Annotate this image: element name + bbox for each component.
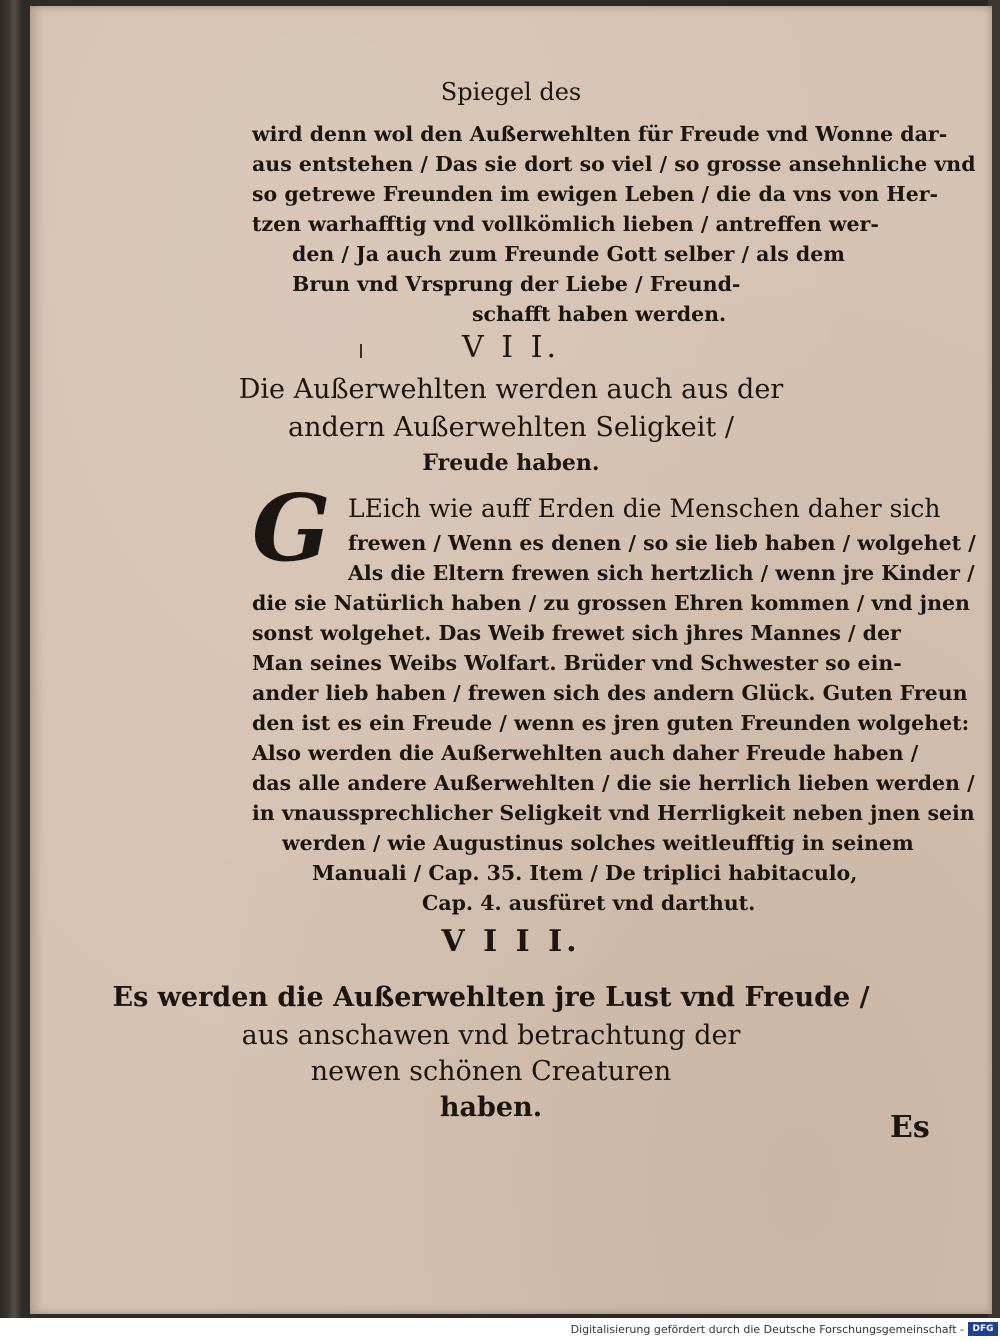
text-line: so getrewe Freunden im ewigen Leben / die da vns von Her-: [252, 182, 939, 206]
text-line: Als die Eltern frewen sich hertzlich / wenn jre Kinder /: [348, 561, 975, 585]
text-line: den / Ja auch zum Freunde Gott selber / als dem: [292, 242, 845, 266]
section-number-7: V I I.: [462, 330, 560, 365]
digitization-footer: [0, 1318, 1000, 1341]
text-line: werden / wie Augustinus solches weitleufftig in seinem: [282, 831, 914, 855]
section-8-heading-line: aus anschawen vnd betrachtung der: [241, 1020, 741, 1051]
text-line: Cap. 4. ausfüret vnd darthut.: [422, 891, 756, 915]
section-8-heading-line: newen schönen Creaturen: [310, 1056, 672, 1087]
section-8-heading-line: Es werden die Außerwehlten jre Lust vnd Freude /: [112, 982, 870, 1013]
section-8-heading-line: haben.: [439, 1092, 543, 1123]
text-line: tzen warhafftig vnd vollkömlich lieben / antreffen wer-: [252, 212, 879, 236]
text-line: LEich wie auff Erden die Menschen daher sich: [348, 494, 941, 523]
footer-credit-text: Digitalisierung gefördert durch die Deutsche Forschungsgemeinschaft -: [570, 1323, 964, 1336]
text-line: das alle andere Außerwehlten / die sie herrlich lieben werden /: [252, 771, 975, 795]
text-line: Man seines Weibs Wolfart. Brüder vnd Schwester so ein-: [252, 651, 902, 675]
text-line: Manuali / Cap. 35. Item / De triplici habitaculo,: [312, 861, 858, 885]
text-line: Also werden die Außerwehlten auch daher Freude haben /: [252, 741, 919, 765]
catchword: Es: [890, 1110, 930, 1145]
section-7-heading-line: Die Außerwehlten werden auch aus der: [238, 374, 784, 405]
text-line: in vnaussprechlicher Seligkeit vnd Herrligkeit neben jnen sein: [252, 801, 975, 825]
section-number-8: V I I I.: [441, 924, 581, 959]
dfg-logo-icon: DFG: [968, 1322, 998, 1336]
section-7-heading-line: andern Außerwehlten Seligkeit /: [288, 412, 734, 443]
section-7-heading-line: Freude haben.: [422, 450, 600, 476]
text-line: sonst wolgehet. Das Weib frewet sich jhres Mannes / der: [252, 621, 901, 645]
book-page: [30, 6, 992, 1314]
text-line: aus entstehen / Das sie dort so viel / so grosse ansehnliche vnd: [252, 152, 976, 176]
text-line: wird denn wol den Außerwehlten für Freude vnd Wonne dar-: [252, 122, 948, 146]
text-line: ander lieb haben / frewen sich des andern Glück. Guten Freun: [252, 681, 968, 705]
text-line: den ist es ein Freude / wenn es jren guten Freunden wolgehet:: [252, 711, 970, 735]
text-line: die sie Natürlich haben / zu grossen Ehren kommen / vnd jnen: [252, 591, 970, 615]
text-line: Brun vnd Vrsprung der Liebe / Freund-: [292, 272, 741, 296]
text-line: schafft haben werden.: [472, 302, 727, 326]
drop-cap: G: [252, 474, 331, 582]
text-line: frewen / Wenn es denen / so sie lieb haben / wolgehet /: [348, 531, 976, 555]
running-head: Spiegel des: [440, 78, 582, 106]
